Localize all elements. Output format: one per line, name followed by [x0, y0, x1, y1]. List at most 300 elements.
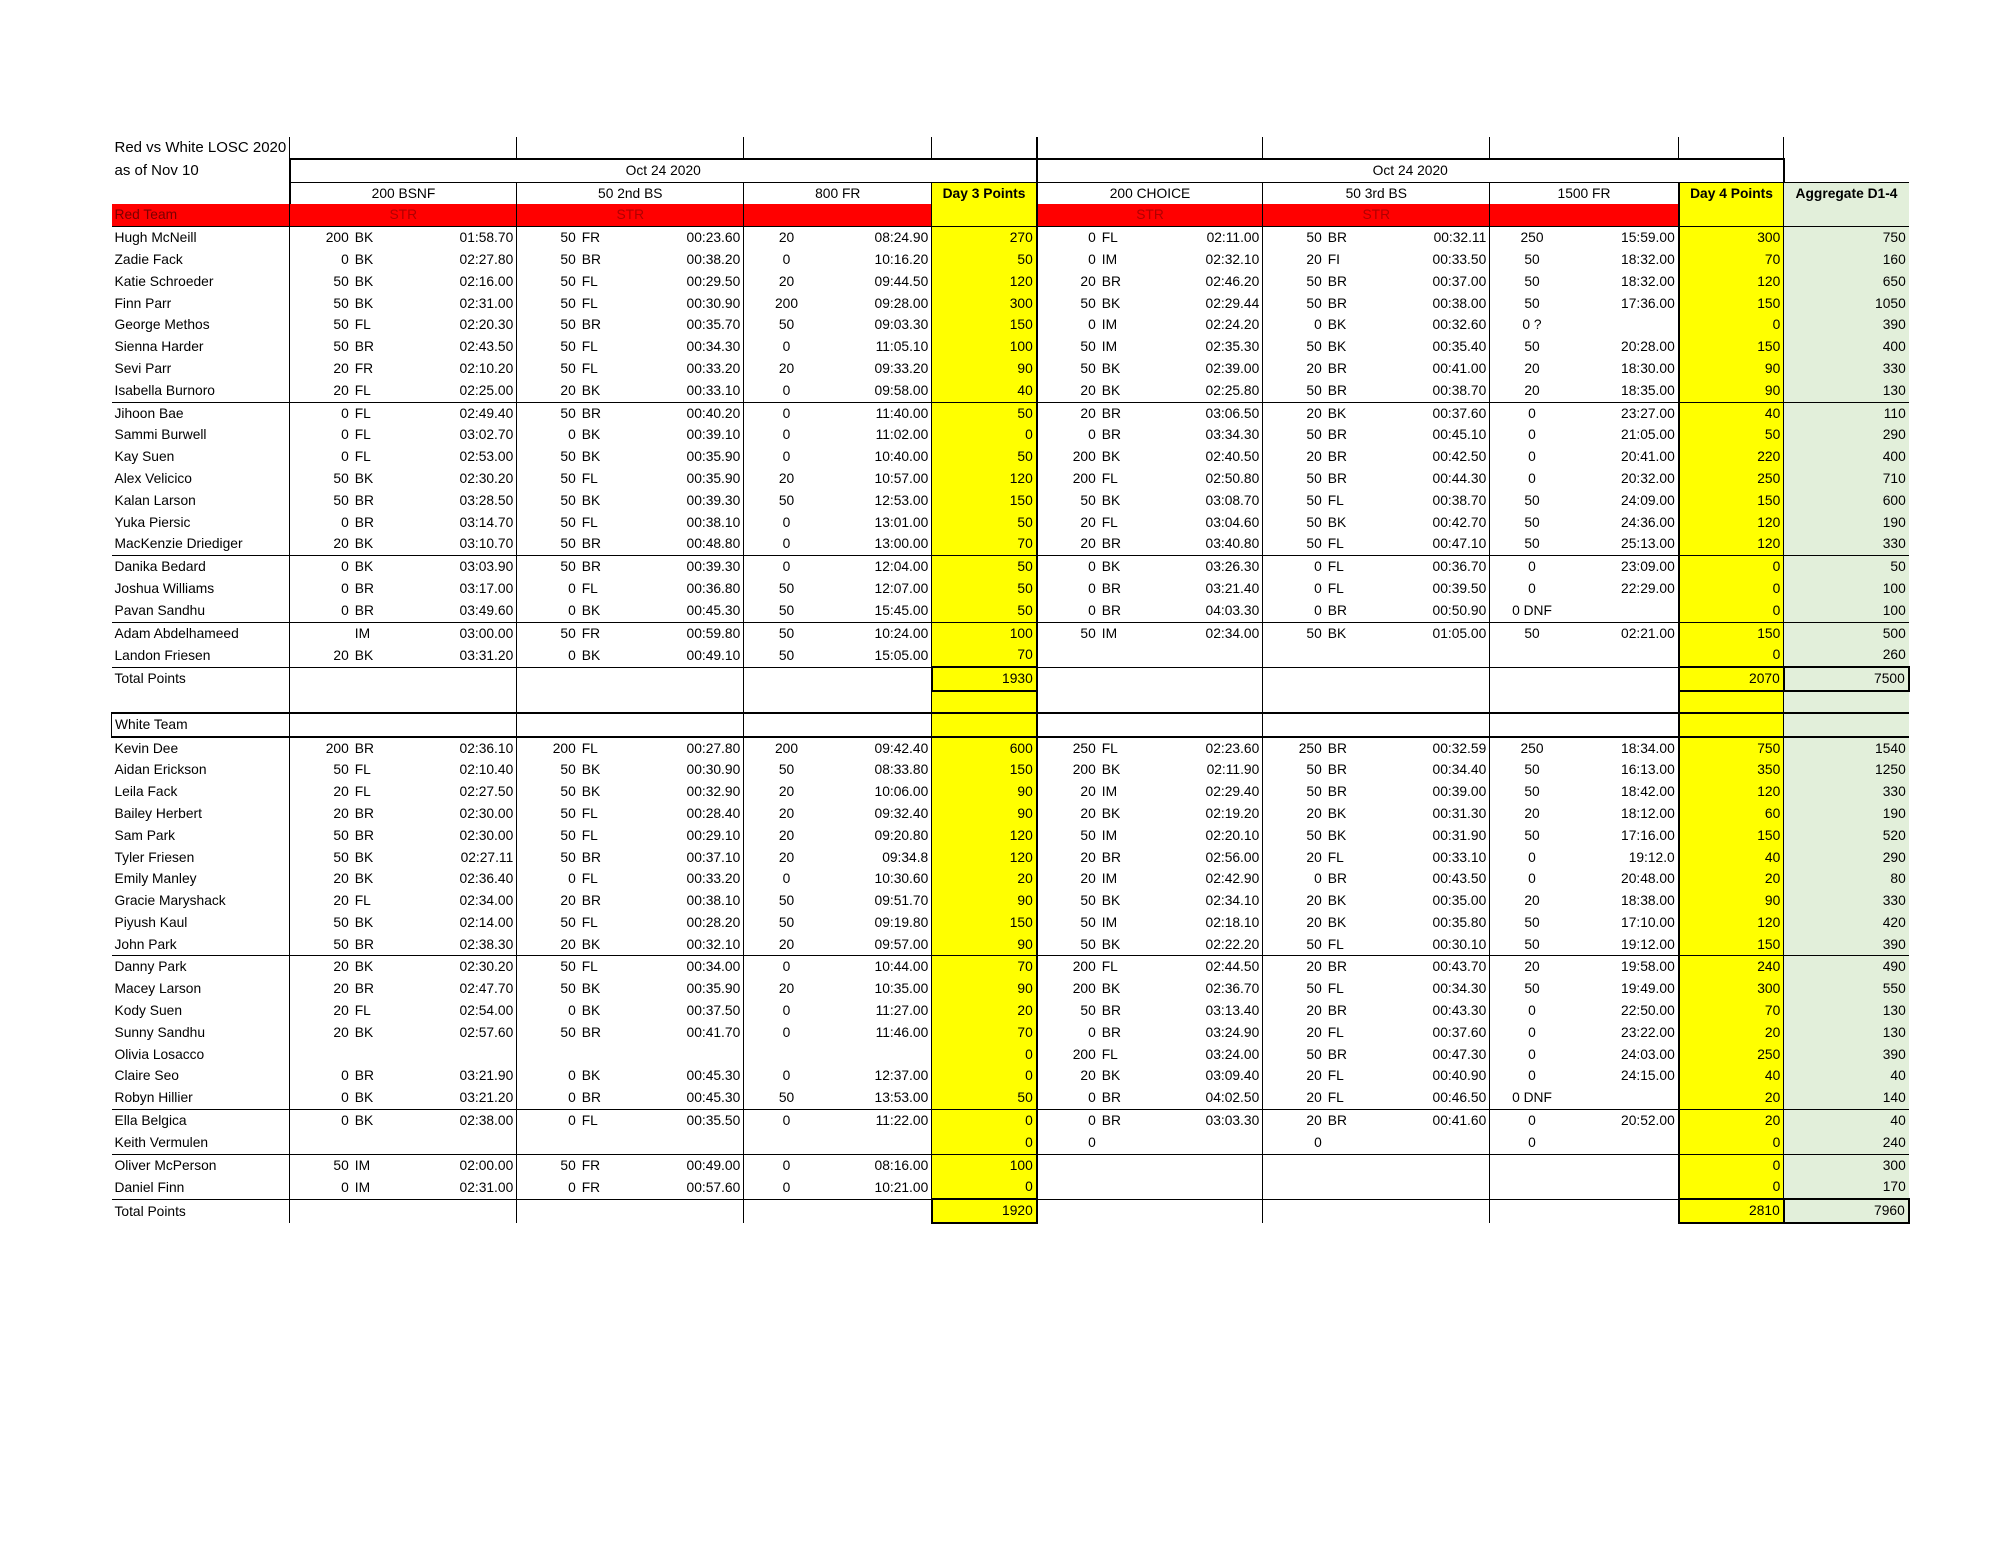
event5-time: 00:41.60 — [1365, 1110, 1490, 1132]
aggregate-points: 650 — [1784, 271, 1909, 293]
total-points-row — [112, 667, 1909, 691]
event2-stroke: FL — [579, 737, 619, 760]
event2-points: 50 — [517, 912, 579, 934]
event4-stroke — [1099, 1154, 1139, 1176]
event6-points: 50 — [1490, 934, 1574, 956]
empty-cell — [1037, 667, 1263, 691]
day4-points: 120 — [1679, 912, 1784, 934]
swimmer-name: Daniel Finn — [114, 1179, 185, 1195]
event2-time: 00:32.10 — [686, 936, 741, 952]
swimmer-row — [112, 314, 1909, 336]
event4-stroke: BR — [1101, 602, 1121, 618]
event6-points: 50 — [1490, 978, 1574, 1000]
event2-points: 50 — [517, 956, 579, 978]
event4-time: 04:03.30 — [1205, 602, 1260, 618]
event1-stroke: BK — [354, 914, 374, 930]
swimmer-name: Aidan Erickson — [114, 762, 207, 778]
event5-time — [1365, 644, 1490, 667]
event5-time — [1365, 1154, 1490, 1176]
empty-cell — [290, 1199, 517, 1223]
event1-time: 02:49.40 — [392, 402, 517, 424]
event3-time: 12:37.00 — [874, 1068, 929, 1084]
event2-points: 0 — [517, 1065, 579, 1087]
date-row — [112, 159, 1909, 182]
event6-points: 0 — [1490, 556, 1574, 578]
event2-time: 00:23.60 — [619, 227, 744, 249]
event4-time: 03:08.70 — [1205, 492, 1260, 508]
event1-points: 0 — [290, 424, 352, 446]
event5-stroke: BR — [1327, 1003, 1347, 1019]
event5-time: 00:38.70 — [1432, 382, 1487, 398]
event6-time: 20:48.00 — [1621, 871, 1675, 887]
event3-time: 09:32.40 — [874, 805, 929, 821]
event1-time: 02:27.11 — [460, 849, 514, 865]
event2-time: 00:45.30 — [686, 1090, 741, 1106]
aggregate-points: 520 — [1784, 825, 1909, 847]
event5-stroke: BR — [1327, 449, 1347, 465]
event5-time: 00:47.30 — [1432, 1046, 1487, 1062]
event1-time: 02:38.30 — [459, 936, 514, 952]
event2-stroke: BK — [581, 427, 601, 443]
event1-time: 02:38.00 — [392, 1110, 517, 1132]
event2-stroke: BK — [581, 602, 601, 618]
event4-time: 03:03.30 — [1139, 1110, 1263, 1132]
event3-time: 08:24.90 — [829, 227, 932, 249]
day4-total: 2070 — [1679, 667, 1784, 691]
swimmer-name: Danny Park — [112, 956, 290, 978]
event4-points: 0 — [1037, 1110, 1099, 1132]
event2-points: 0 — [517, 1000, 579, 1022]
event4-stroke: BR — [1101, 580, 1121, 596]
event4-time: 02:40.50 — [1205, 449, 1260, 465]
event6-time: 18:30.00 — [1621, 360, 1675, 376]
day3-points: 150 — [932, 490, 1037, 512]
event5-points — [1263, 644, 1325, 667]
event3-time: 11:27.00 — [875, 1003, 929, 1019]
event1-points: 50 — [290, 336, 352, 358]
swimmer-name: Emily Manley — [114, 871, 197, 887]
event5-points: 20 — [1263, 803, 1325, 825]
swimmer-row — [112, 868, 1909, 890]
day3-points: 0 — [932, 1132, 1037, 1154]
day3-points: 0 — [932, 1176, 1037, 1199]
event5-stroke: FL — [1325, 556, 1365, 578]
day3-points: 90 — [932, 890, 1037, 912]
event4-time: 02:56.00 — [1205, 849, 1260, 865]
day3-points: 50 — [932, 446, 1037, 468]
event5-points — [1263, 1176, 1325, 1199]
aggregate-points: 110 — [1784, 402, 1909, 424]
swimmer-name: Sam Park — [114, 827, 176, 843]
event2-points: 50 — [517, 358, 579, 380]
empty-cell — [1490, 1199, 1679, 1223]
event1-time: 02:47.70 — [459, 981, 514, 997]
swimmer-row — [112, 1154, 1909, 1176]
aggregate-points: 550 — [1784, 978, 1909, 1000]
event3-points: 20 — [744, 271, 829, 293]
event3-time: 10:24.00 — [829, 622, 932, 644]
aggregate-points: 80 — [1784, 868, 1909, 890]
event6-time: 24:36.00 — [1621, 514, 1675, 530]
event1-points: 0 — [290, 402, 352, 424]
event1-stroke: BK — [354, 1090, 374, 1106]
day4-points: 240 — [1679, 956, 1784, 978]
swimmer-row — [112, 737, 1909, 760]
event5-points: 50 — [1263, 781, 1325, 803]
event3-time: 13:00.00 — [874, 536, 929, 552]
empty-cell — [1037, 691, 1263, 713]
event6-points: 50 — [1490, 490, 1574, 512]
day4-points: 40 — [1679, 1065, 1784, 1087]
aggregate-total: 7500 — [1784, 667, 1909, 691]
event1-points: 50 — [290, 271, 352, 293]
event6-points: 20 — [1490, 803, 1574, 825]
event2-stroke: FL — [581, 514, 598, 530]
swimmer-name: George Methos — [114, 317, 210, 333]
event4-stroke: BK — [1099, 556, 1139, 578]
swimmer-name: Kalan Larson — [114, 492, 196, 508]
event1-stroke: IM — [352, 1154, 392, 1176]
event1-points: 0 — [290, 1065, 352, 1087]
day4-points: 20 — [1679, 1087, 1784, 1109]
empty-cell — [932, 713, 1037, 737]
event4-stroke: BK — [1101, 449, 1121, 465]
event4-time: 03:26.30 — [1139, 556, 1263, 578]
event5-points: 50 — [1263, 424, 1325, 446]
day4-points-header: Day 4 Points — [1679, 182, 1784, 204]
event3-points: 50 — [744, 644, 829, 667]
event5-stroke: FL — [1327, 492, 1344, 508]
event4-stroke: FL — [1099, 737, 1139, 760]
event6-points: 50 — [1490, 781, 1574, 803]
event5-time: 00:30.10 — [1432, 936, 1487, 952]
event1-stroke: BK — [354, 871, 374, 887]
event4-time: 02:25.80 — [1205, 382, 1260, 398]
aggregate-points: 750 — [1784, 227, 1909, 249]
event4-stroke: BR — [1099, 1110, 1139, 1132]
day4-points: 0 — [1679, 644, 1784, 667]
event3-points: 0 — [744, 249, 829, 271]
event5-stroke: BR — [1327, 784, 1347, 800]
event2-points: 50 — [517, 622, 579, 644]
swimmer-row — [112, 956, 1909, 978]
event3-points: 50 — [744, 890, 829, 912]
event3-time: 10:44.00 — [829, 956, 932, 978]
aggregate-points: 130 — [1784, 1000, 1909, 1022]
swimmer-row — [112, 934, 1909, 956]
event2-points: 50 — [517, 446, 579, 468]
event4-stroke: FL — [1101, 514, 1118, 530]
event2-stroke: BK — [581, 762, 601, 778]
event3-points: 0 — [744, 512, 829, 534]
event1-time: 01:58.70 — [392, 227, 517, 249]
swimmer-row — [112, 803, 1909, 825]
day4-points: 300 — [1679, 978, 1784, 1000]
day4-points: 120 — [1679, 781, 1784, 803]
event5-stroke: FL — [1327, 536, 1344, 552]
event3-time: 12:04.00 — [829, 556, 932, 578]
event2-stroke: FL — [581, 273, 598, 289]
day4-points: 150 — [1679, 490, 1784, 512]
swimmer-row — [112, 402, 1909, 424]
event1-stroke: FL — [354, 762, 371, 778]
event1-time: 03:02.70 — [459, 427, 514, 443]
event6-points: 0 — [1490, 1000, 1574, 1022]
event2-points: 20 — [517, 380, 579, 402]
event3-points: 0 — [744, 380, 829, 402]
event2-time: 00:38.10 — [686, 514, 741, 530]
event4-time: 02:22.20 — [1205, 936, 1260, 952]
event-header-4: 200 CHOICE — [1037, 182, 1263, 204]
event3-points: 20 — [744, 358, 829, 380]
event5-points: 20 — [1263, 402, 1325, 424]
swimmer-name: Katie Schroeder — [114, 273, 214, 289]
day4-points: 150 — [1679, 825, 1784, 847]
event1-time: 03:00.00 — [392, 622, 517, 644]
event2-stroke: BR — [581, 536, 601, 552]
event6-time: 19:12.0 — [1628, 849, 1675, 865]
swimmer-name: Robyn Hillier — [114, 1090, 193, 1106]
day3-points: 90 — [932, 934, 1037, 956]
event5-points: 0 — [1263, 600, 1325, 622]
event1-time: 03:03.90 — [392, 556, 517, 578]
event6-time: 19:49.00 — [1621, 981, 1675, 997]
swimmer-row — [112, 468, 1909, 490]
event5-time: 00:36.70 — [1365, 556, 1490, 578]
day4-points: 20 — [1679, 1022, 1784, 1044]
event1-points: 0 — [290, 512, 352, 534]
swimmer-name: Leila Fack — [114, 784, 178, 800]
event2-stroke: BK — [581, 1003, 601, 1019]
event5-stroke: BR — [1327, 470, 1347, 486]
event6-points — [1490, 644, 1574, 667]
event6-points: 250 — [1490, 227, 1574, 249]
event4-time: 02:18.10 — [1205, 914, 1260, 930]
event5-time: 01:05.00 — [1365, 622, 1490, 644]
event5-stroke: BR — [1327, 382, 1347, 398]
event6-points: 50 — [1490, 271, 1574, 293]
event5-time: 00:34.30 — [1432, 981, 1487, 997]
empty-cell — [744, 691, 932, 713]
event2-time: 00:30.90 — [686, 762, 741, 778]
event1-time: 02:27.50 — [459, 784, 514, 800]
day4-points: 70 — [1679, 249, 1784, 271]
event3-points: 50 — [744, 1087, 829, 1109]
event5-points: 50 — [1263, 934, 1325, 956]
event2-stroke — [579, 1132, 619, 1154]
event5-points: 50 — [1263, 380, 1325, 402]
aggregate-points: 500 — [1784, 622, 1909, 644]
event1-time: 02:31.00 — [459, 295, 514, 311]
event2-stroke: BR — [579, 556, 619, 578]
event1-stroke: BK — [354, 470, 374, 486]
event4-stroke: BK — [1101, 762, 1121, 778]
event5-points: 20 — [1263, 446, 1325, 468]
event5-time: 00:31.30 — [1432, 805, 1487, 821]
event4-points: 50 — [1037, 293, 1099, 315]
event2-stroke: BK — [581, 1068, 601, 1084]
day3-points: 70 — [932, 956, 1037, 978]
event5-stroke — [1325, 1176, 1365, 1199]
event6-points: 0 — [1490, 1022, 1574, 1044]
event1-stroke: BR — [354, 981, 374, 997]
event2-points: 20 — [517, 934, 579, 956]
swimmer-name: Joshua Williams — [114, 580, 215, 596]
event1-stroke: BR — [354, 827, 374, 843]
event3-time: 11:05.10 — [875, 339, 929, 355]
event2-time: 00:27.80 — [619, 737, 744, 760]
event3-time: 09:34.8 — [882, 849, 929, 865]
event4-points: 0 — [1037, 578, 1099, 600]
event5-time: 00:34.40 — [1432, 762, 1487, 778]
swimmer-row — [112, 1110, 1909, 1132]
swimmer-name: Sienna Harder — [114, 339, 204, 355]
event3-time: 13:01.00 — [874, 514, 929, 530]
str-label: STR — [1037, 204, 1263, 226]
event3-points: 200 — [744, 737, 829, 760]
event4-points: 50 — [1037, 934, 1099, 956]
event4-time: 03:24.00 — [1205, 1046, 1260, 1062]
event6-points: 50 — [1490, 622, 1574, 644]
event1-time: 02:53.00 — [459, 449, 514, 465]
empty-cell — [1490, 667, 1679, 691]
event4-time: 02:50.80 — [1205, 470, 1260, 486]
event2-time: 00:39.30 — [619, 556, 744, 578]
swimmer-name: Keith Vermulen — [114, 1134, 209, 1150]
event4-time: 03:24.90 — [1205, 1024, 1260, 1040]
event5-time: 00:38.70 — [1432, 492, 1487, 508]
event4-time: 03:04.60 — [1205, 514, 1260, 530]
empty-cell — [1263, 691, 1490, 713]
event3-time: 10:40.00 — [874, 449, 929, 465]
event2-time: 00:39.10 — [686, 427, 741, 443]
event1-points — [290, 1132, 352, 1154]
swimmer-name: Hugh McNeill — [112, 227, 290, 249]
aggregate-points: 190 — [1784, 512, 1909, 534]
swimmer-name: Yuka Piersic — [114, 514, 191, 530]
event1-stroke: FL — [354, 382, 371, 398]
event2-stroke: BR — [581, 893, 601, 909]
red-team-header-row — [112, 204, 1909, 226]
aggregate-points: 390 — [1784, 314, 1909, 336]
swimmer-row — [112, 490, 1909, 512]
event5-time: 00:35.80 — [1432, 914, 1487, 930]
day3-points: 120 — [932, 847, 1037, 869]
event4-stroke: BK — [1101, 1068, 1121, 1084]
event4-time — [1139, 1154, 1263, 1176]
event2-stroke: BR — [581, 1090, 601, 1106]
swimmer-row — [112, 1065, 1909, 1087]
event5-points: 20 — [1263, 956, 1325, 978]
event5-points: 50 — [1263, 978, 1325, 1000]
event5-stroke: FL — [1327, 580, 1344, 596]
day4-points: 0 — [1679, 578, 1784, 600]
event2-points: 50 — [517, 847, 579, 869]
event2-points: 20 — [517, 890, 579, 912]
aggregate-points: 100 — [1784, 600, 1909, 622]
empty-cell — [1490, 713, 1679, 737]
event6-time: 18:38.00 — [1621, 893, 1675, 909]
event2-stroke: BK — [581, 936, 601, 952]
event3-time: 11:22.00 — [829, 1110, 932, 1132]
event2-time: 00:59.80 — [619, 622, 744, 644]
swimmer-row — [112, 424, 1909, 446]
event4-points: 200 — [1037, 468, 1099, 490]
event6-points: 50 — [1490, 912, 1574, 934]
day3-points: 150 — [932, 759, 1037, 781]
swimmer-row — [112, 293, 1909, 315]
empty-cell — [112, 691, 290, 713]
day4-total: 2810 — [1679, 1199, 1784, 1223]
event4-time: 02:44.50 — [1139, 956, 1263, 978]
event5-stroke: BR — [1327, 1046, 1347, 1062]
swimmer-row — [112, 1087, 1909, 1109]
event1-points: 20 — [290, 803, 352, 825]
event3-time: 09:51.70 — [874, 893, 929, 909]
aggregate-points: 130 — [1784, 380, 1909, 402]
event5-time: 00:32.59 — [1365, 737, 1490, 760]
event4-stroke — [1099, 1132, 1139, 1154]
event2-points: 50 — [517, 1022, 579, 1044]
event6-points: 0 — [1490, 446, 1574, 468]
event5-stroke: BK — [1327, 317, 1347, 333]
event2-time: 00:33.20 — [686, 360, 741, 376]
event5-stroke: BR — [1327, 602, 1347, 618]
event3-time — [829, 1132, 932, 1154]
event2-points: 50 — [517, 468, 579, 490]
event4-time: 02:29.44 — [1205, 295, 1260, 311]
day3-points: 150 — [932, 314, 1037, 336]
event3-time: 10:30.60 — [874, 871, 929, 887]
event4-points: 0 — [1037, 1087, 1099, 1109]
empty-cell — [517, 713, 744, 737]
event1-time: 02:31.00 — [459, 1179, 514, 1195]
event2-time: 00:41.70 — [686, 1024, 741, 1040]
event5-time: 00:43.70 — [1365, 956, 1490, 978]
event4-points: 20 — [1037, 847, 1099, 869]
event5-stroke: FI — [1327, 251, 1341, 267]
event6-points: 0 ? — [1490, 314, 1574, 336]
swimmer-row — [112, 578, 1909, 600]
swimmer-name: Bailey Herbert — [114, 805, 202, 821]
results-spreadsheet — [111, 137, 1910, 1224]
event3-points: 50 — [744, 490, 829, 512]
event4-points: 20 — [1037, 1065, 1099, 1087]
event3-points: 20 — [744, 825, 829, 847]
swimmer-row — [112, 644, 1909, 667]
swimmer-row — [112, 336, 1909, 358]
event5-points: 50 — [1263, 622, 1325, 644]
event6-time — [1574, 644, 1679, 667]
event4-stroke: IM — [1101, 914, 1118, 930]
event-header-row — [112, 182, 1909, 204]
event1-stroke: FL — [352, 402, 392, 424]
day3-points: 90 — [932, 358, 1037, 380]
event3-time: 10:57.00 — [874, 470, 929, 486]
event4-points: 0 — [1037, 314, 1099, 336]
event4-points — [1037, 1176, 1099, 1199]
event5-time: 00:43.30 — [1432, 1003, 1487, 1019]
day3-points: 0 — [932, 1065, 1037, 1087]
event2-time: 00:48.80 — [686, 536, 741, 552]
swimmer-name: Gracie Maryshack — [114, 893, 226, 909]
event3-time: 09:20.80 — [874, 827, 929, 843]
event4-points: 20 — [1037, 380, 1099, 402]
event-header-5: 50 3rd BS — [1263, 182, 1490, 204]
day4-points: 0 — [1679, 1154, 1784, 1176]
swimmer-name: John Park — [114, 936, 177, 952]
swimmer-name: Jihoon Bae — [112, 402, 290, 424]
